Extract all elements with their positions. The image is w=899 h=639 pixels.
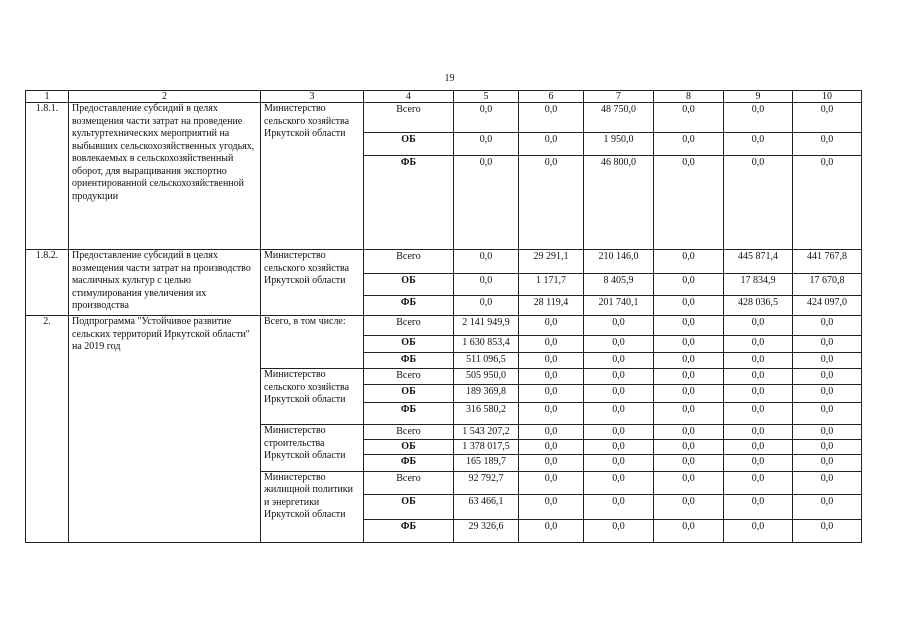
value-cell: 0,0 [793,133,862,156]
value-cell: 28 119,4 [519,296,584,316]
value-cell: 0,0 [654,385,724,403]
row-title: Предоставление субсидий в целях возмещения части затрат на проведение культуртехнических мероприятий на выбывших сельскохозяйственных угодьях, вовлекаемых в сельскохозяйственный оборот, для выращивания экспортно ориентированной сельскохозяйственной продукции [69,103,261,250]
value-cell: 0,0 [584,494,654,519]
value-cell: 17 670,8 [793,274,862,296]
value-cell: 0,0 [793,369,862,385]
funding-type: Всего [364,316,454,336]
value-cell: 0,0 [793,425,862,440]
value-cell: 505 950,0 [454,369,519,385]
value-cell: 0,0 [519,103,584,133]
funding-type: Всего [364,369,454,385]
value-cell: 0,0 [793,403,862,425]
value-cell: 0,0 [793,316,862,336]
value-cell: 0,0 [724,336,793,353]
value-cell: 0,0 [654,494,724,519]
column-header-7: 7 [584,91,654,103]
value-cell: 424 097,0 [793,296,862,316]
value-cell: 63 466,1 [454,494,519,519]
funding-type: Всего [364,471,454,494]
column-header-4: 4 [364,91,454,103]
funding-type: ФБ [364,403,454,425]
value-cell: 0,0 [793,440,862,455]
value-cell: 0,0 [793,385,862,403]
value-cell: 0,0 [519,336,584,353]
value-cell: 0,0 [654,425,724,440]
value-cell: 0,0 [654,103,724,133]
value-cell: 0,0 [519,440,584,455]
value-cell: 0,0 [584,353,654,369]
column-header-3: 3 [261,91,364,103]
value-cell: 0,0 [724,103,793,133]
value-cell: 0,0 [584,403,654,425]
value-cell: 1 630 853,4 [454,336,519,353]
executor: Министерство строительства Иркутской области [261,425,364,472]
value-cell: 201 740,1 [584,296,654,316]
table-row [26,250,862,274]
value-cell: 0,0 [584,471,654,494]
value-cell: 441 767,8 [793,250,862,274]
value-cell: 0,0 [724,454,793,471]
page-number: 19 [444,73,455,84]
value-cell: 0,0 [584,369,654,385]
budget-table [25,90,862,543]
funding-type: ОБ [364,385,454,403]
value-cell: 0,0 [519,385,584,403]
value-cell: 0,0 [654,336,724,353]
value-cell: 0,0 [724,353,793,369]
value-cell: 0,0 [584,385,654,403]
value-cell: 0,0 [519,353,584,369]
value-cell: 0,0 [724,403,793,425]
value-cell: 92 792,7 [454,471,519,494]
value-cell: 1 950,0 [584,133,654,156]
value-cell: 0,0 [793,494,862,519]
value-cell: 1 171,7 [519,274,584,296]
value-cell: 0,0 [793,471,862,494]
value-cell: 0,0 [654,519,724,542]
value-cell: 428 036,5 [724,296,793,316]
value-cell: 0,0 [519,156,584,250]
value-cell: 0,0 [724,133,793,156]
column-header-5: 5 [454,91,519,103]
value-cell: 0,0 [454,250,519,274]
funding-type: ФБ [364,156,454,250]
executor: Министерство жилищной политики и энергетики Иркутской области [261,471,364,542]
column-header-9: 9 [724,91,793,103]
value-cell: 0,0 [724,425,793,440]
value-cell: 0,0 [519,369,584,385]
value-cell: 0,0 [793,454,862,471]
funding-type: ОБ [364,336,454,353]
column-header-2: 2 [69,91,261,103]
value-cell: 0,0 [654,403,724,425]
value-cell: 2 141 949,9 [454,316,519,336]
value-cell: 0,0 [724,385,793,403]
header-row [26,91,862,103]
funding-type: ОБ [364,133,454,156]
funding-type: ОБ [364,274,454,296]
value-cell: 0,0 [654,156,724,250]
value-cell: 48 750,0 [584,103,654,133]
value-cell: 445 871,4 [724,250,793,274]
value-cell: 0,0 [454,103,519,133]
value-cell: 0,0 [584,336,654,353]
value-cell: 0,0 [454,133,519,156]
value-cell: 0,0 [654,296,724,316]
column-header-10: 10 [793,91,862,103]
row-code: 2. [26,316,69,543]
value-cell: 0,0 [654,316,724,336]
row-title: Предоставление субсидий в целях возмещения части затрат на производство масличных культур с целью стимулирования увеличения их производства [69,250,261,316]
funding-type: ФБ [364,296,454,316]
funding-type: Всего [364,425,454,440]
value-cell: 0,0 [519,403,584,425]
value-cell: 0,0 [519,494,584,519]
value-cell: 0,0 [793,353,862,369]
executor: Всего, в том числе: [261,316,364,369]
value-cell: 0,0 [584,440,654,455]
value-cell: 0,0 [584,454,654,471]
value-cell: 46 800,0 [584,156,654,250]
value-cell: 0,0 [654,471,724,494]
value-cell: 0,0 [654,133,724,156]
value-cell: 0,0 [584,425,654,440]
value-cell: 0,0 [519,133,584,156]
value-cell: 0,0 [654,440,724,455]
value-cell: 17 834,9 [724,274,793,296]
value-cell: 0,0 [584,519,654,542]
value-cell: 0,0 [724,494,793,519]
value-cell: 0,0 [793,156,862,250]
funding-type: ОБ [364,440,454,455]
value-cell: 0,0 [519,425,584,440]
table-row [26,316,862,336]
value-cell: 165 189,7 [454,454,519,471]
value-cell: 0,0 [654,454,724,471]
executor: Министерство сельского хозяйства Иркутской области [261,369,364,425]
value-cell: 0,0 [793,336,862,353]
row-code: 1.8.1. [26,103,69,250]
row-code: 1.8.2. [26,250,69,316]
column-header-1: 1 [26,91,69,103]
value-cell: 0,0 [724,316,793,336]
value-cell: 0,0 [584,316,654,336]
funding-type: Всего [364,103,454,133]
value-cell: 0,0 [724,369,793,385]
value-cell: 0,0 [519,471,584,494]
value-cell: 316 580,2 [454,403,519,425]
executor: Министерство сельского хозяйства Иркутской области [261,103,364,250]
value-cell: 0,0 [654,353,724,369]
value-cell: 0,0 [793,519,862,542]
value-cell: 511 096,5 [454,353,519,369]
value-cell: 0,0 [519,519,584,542]
value-cell: 29 291,1 [519,250,584,274]
value-cell: 0,0 [654,369,724,385]
value-cell: 0,0 [519,316,584,336]
value-cell: 0,0 [454,156,519,250]
table-row [26,103,862,133]
column-header-6: 6 [519,91,584,103]
value-cell: 210 146,0 [584,250,654,274]
value-cell: 0,0 [454,296,519,316]
value-cell: 0,0 [724,519,793,542]
value-cell: 0,0 [654,250,724,274]
value-cell: 0,0 [724,471,793,494]
value-cell: 0,0 [724,156,793,250]
funding-type: ФБ [364,353,454,369]
funding-type: ФБ [364,519,454,542]
value-cell: 189 369,8 [454,385,519,403]
value-cell: 1 378 017,5 [454,440,519,455]
executor: Министерство сельского хозяйства Иркутской области [261,250,364,316]
funding-type: ФБ [364,454,454,471]
value-cell: 0,0 [654,274,724,296]
value-cell: 0,0 [519,454,584,471]
value-cell: 0,0 [724,440,793,455]
value-cell: 0,0 [454,274,519,296]
funding-type: Всего [364,250,454,274]
row-title: Подпрограмма "Устойчивое развитие сельских территорий Иркутской области" на 2019 год [69,316,261,543]
value-cell: 29 326,6 [454,519,519,542]
value-cell: 8 405,9 [584,274,654,296]
column-header-8: 8 [654,91,724,103]
funding-type: ОБ [364,494,454,519]
value-cell: 1 543 207,2 [454,425,519,440]
value-cell: 0,0 [793,103,862,133]
